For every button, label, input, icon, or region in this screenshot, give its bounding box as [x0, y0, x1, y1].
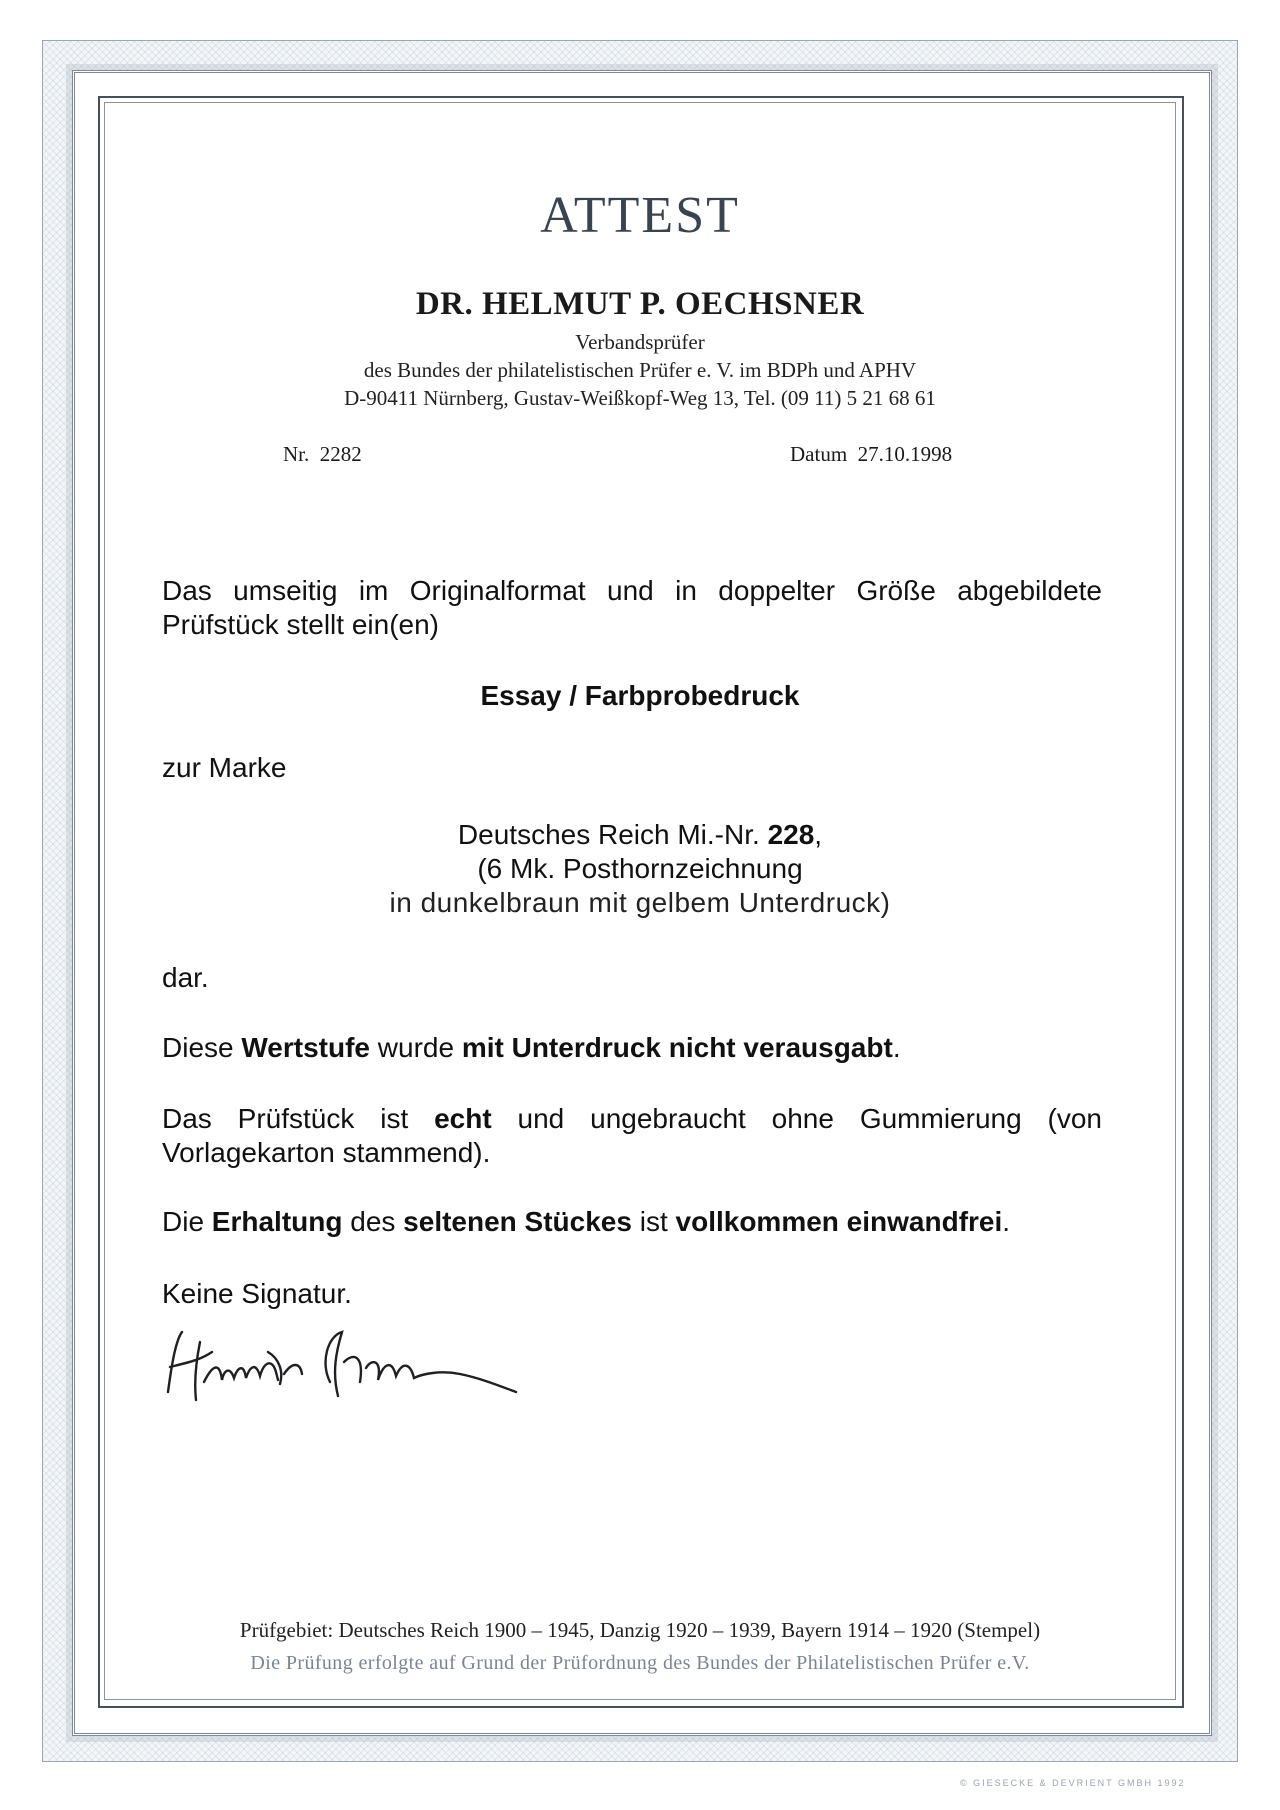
certificate-date [790, 442, 952, 467]
wert-text-1: Diese [162, 1032, 242, 1063]
wert-bold-1: Wertstufe [241, 1032, 370, 1063]
erh-text-4: . [1002, 1206, 1011, 1237]
nr-label: Nr. [283, 442, 310, 466]
wert-text-2: wurde [370, 1032, 462, 1063]
wert-text-3: . [892, 1032, 901, 1063]
examiner-role: Verbandsprüfer [575, 330, 705, 354]
intro-paragraph: Das umseitig im Originalformat und in doppelter Größe abgebildete Prüfstück stellt ein(en) [162, 575, 1102, 640]
datum-label: Datum [790, 442, 848, 466]
erh-text-3: ist [631, 1206, 676, 1237]
examination-scope: Prüfgebiet: Deutsches Reich 1900 – 1945, Danzig 1920 – 1939, Bayern 1914 – 1920 (Stempel) [239, 1618, 1041, 1642]
dar-text: dar. [162, 962, 209, 993]
erh-text-2: des [342, 1206, 404, 1237]
stamp-line-1 [0, 818, 1280, 852]
certificate-title: ATTEST [540, 187, 740, 244]
printer-imprint: © GIESECKE & DEVRIENT GMBH 1992 [960, 1778, 1186, 1788]
erh-bold-2: seltenen Stückes [403, 1206, 632, 1237]
wert-bold-2: mit Unterdruck nicht verausgabt [461, 1032, 893, 1063]
handwritten-signature [160, 1322, 540, 1412]
echt-bold: echt [434, 1103, 492, 1134]
examiner-association: des Bundes der philatelistischen Prüfer e. V. im BDPh und APHV [363, 358, 917, 382]
erh-text-1: Die [162, 1206, 212, 1237]
stamp-description [0, 818, 1280, 920]
erh-bold-1: Erhaltung [211, 1206, 343, 1237]
datum-value: 27.10.1998 [857, 442, 953, 466]
zur-marke-label: zur Marke [162, 752, 287, 783]
certificate-number [283, 442, 362, 467]
stamp-number: 228 [767, 819, 815, 850]
examiner-name: DR. HELMUT P. OECHSNER [415, 286, 865, 322]
item-type: Essay / Farbprobedruck [480, 680, 800, 711]
erh-bold-3: vollkommen einwandfrei [675, 1206, 1003, 1237]
condition-statement [162, 1206, 1010, 1238]
stamp-catalog-suffix: , [814, 819, 823, 850]
examiner-address: D-90411 Nürnberg, Gustav-Weißkopf-Weg 13, Tel. (09 11) 5 21 68 61 [344, 386, 936, 410]
echt-text-2: und ungebraucht ohne Gummierung (von Vorlagekarton stammend). [162, 1103, 1102, 1168]
nr-value: 2282 [319, 442, 362, 466]
echt-text-1: Das Prüfstück ist [162, 1103, 435, 1134]
signature-note: Keine Signatur. [162, 1278, 352, 1309]
stamp-line-2: (6 Mk. Posthornzeichnung [477, 853, 803, 884]
examination-rules-note: Die Prüfung erfolgte auf Grund der Prüfordnung des Bundes der Philatelistischen Prüfer e.V. [250, 1652, 1030, 1674]
stamp-catalog-prefix: Deutsches Reich Mi.-Nr. [457, 819, 768, 850]
stamp-line-3: in dunkelbraun mit gelbem Unterdruck) [389, 887, 891, 918]
issue-statement [162, 1032, 901, 1064]
authenticity-statement [162, 1102, 1102, 1170]
